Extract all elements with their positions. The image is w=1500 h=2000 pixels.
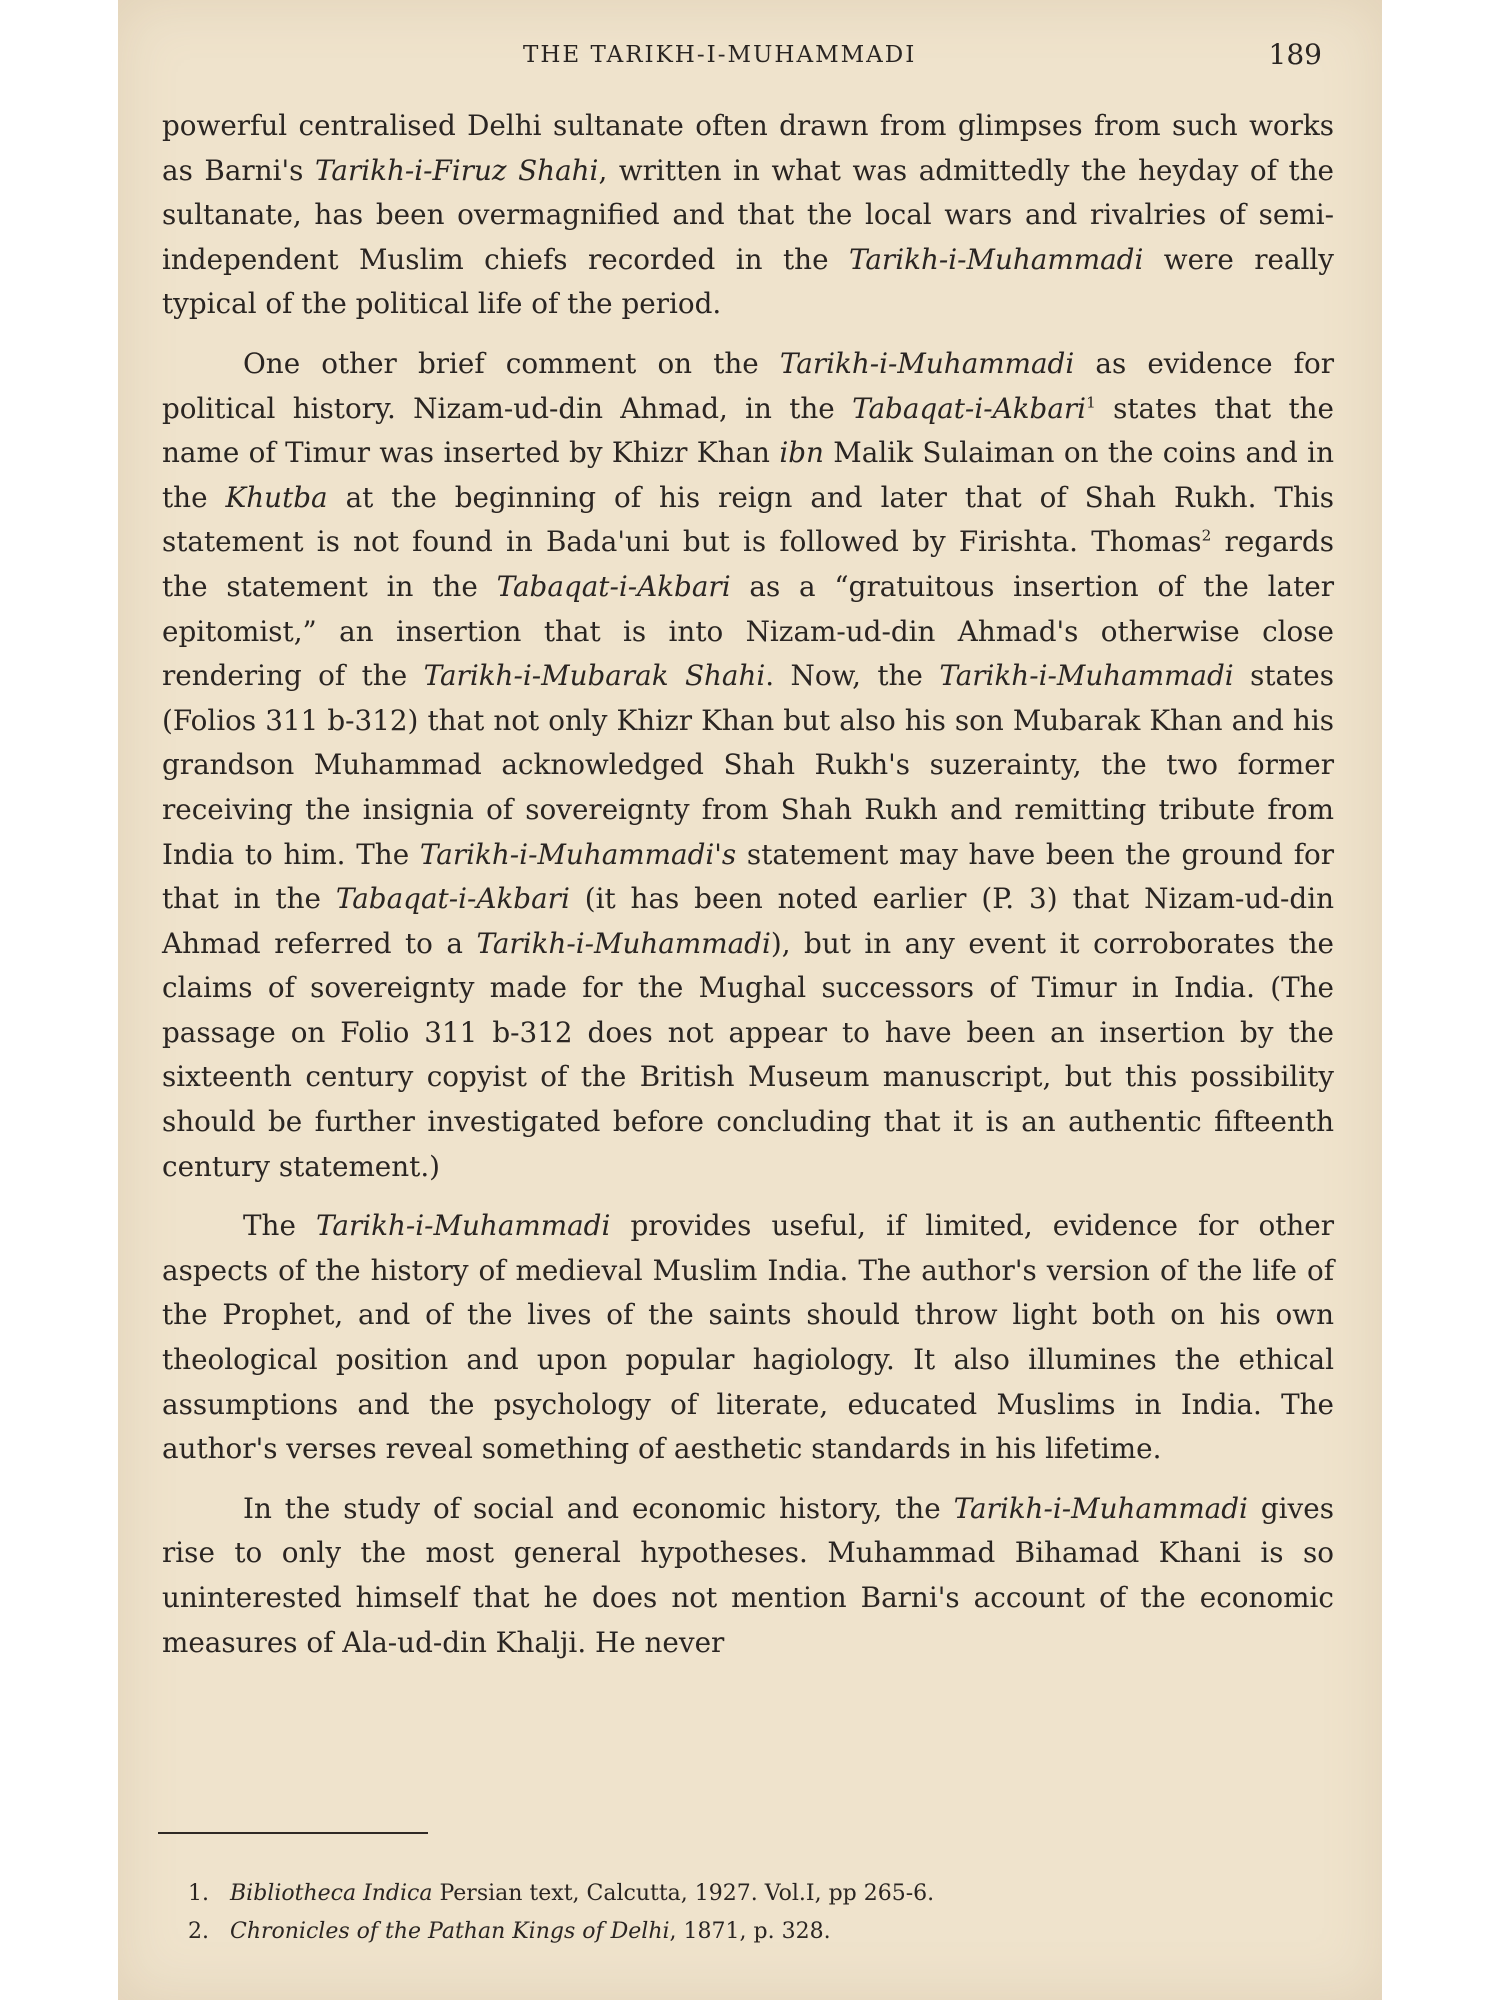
text-run: as evidence for political history. Nizam-ud-din Ahmad, in the <box>162 346 1334 425</box>
text-run: gives rise to only the most general hypotheses. Muhammad Bihamad Khani is so uninterested himself that he does not mention Barni's account of the economic measures of Ala-ud-din Khalji. He never <box>162 1491 1334 1659</box>
italic-title: Tarikh-i-Mubarak Shahi <box>423 659 766 693</box>
italic-title: Tabaqat-i-Akbari <box>496 569 731 603</box>
text-run: states that the name of Timur was inserted by Khizr Khan <box>162 391 1334 470</box>
footnote-number: 1. <box>188 1881 209 1906</box>
running-title: THE TARIKH-I-MUHAMMADI <box>523 42 917 68</box>
italic-title: Tarikh-i-Muhammadi <box>939 659 1234 693</box>
footnote-text <box>230 1881 934 1906</box>
italic-title: Tabaqat-i-Akbari <box>335 882 570 916</box>
italic-title: Khutba <box>225 480 328 514</box>
text-run: . Now, the <box>765 659 940 693</box>
text-run: Malik Sulaiman on the coins and in the <box>162 436 1334 514</box>
paragraph-1 <box>162 104 1334 327</box>
text-run: (it has been noted earlier (P. 3) that Nizam-ud-din Ahmad referred to a <box>162 882 1335 960</box>
italic-title: Tarikh-i-Firuz Shahi <box>314 153 599 187</box>
text-run: regards the statement in the <box>162 525 1334 603</box>
italic-title: Chronicles of the Pathan Kings of Delhi <box>230 1919 670 1944</box>
text-run: provides useful, if limited, evidence for other aspects of the history of medieval Muslim India. The author's version of the life of the Prophet, and of the lives of the saints should throw light both on his own theological position and upon popular hagiology. It also illumines the ethical assumptions and the psychology of literate, educated Muslims in India. The author's verses reveal something of aesthetic standards in his lifetime. <box>162 1209 1335 1466</box>
italic-title: Bibliotheca Indica <box>230 1881 433 1906</box>
text-run: states (Folios 311 b-312) that not only Khizr Khan but also his son Mubarak Khan and his grandson Muhammad acknowledged Shah Rukh's suzerainty, the two former receiving the insignia of sovereignty from Shah Rukh and remitting tribute from India to him. The <box>162 659 1335 871</box>
text-run: were really typical of the political life of the period. <box>162 242 1335 321</box>
text-run: statement may have been the ground for that in the <box>162 837 1334 916</box>
text-run: , written in what was admittedly the heyday of the sultanate, has been overmagnified and that the local wars and rivalries of semi-independent Muslim chiefs recorded in the <box>162 153 1334 276</box>
text-run: Persian text, Calcutta, 1927. Vol.I, pp 265-6. <box>432 1881 935 1906</box>
footnote-text <box>230 1919 831 1944</box>
text-run: The <box>243 1209 316 1243</box>
text-run: powerful centralised Delhi sultanate often drawn from glimpses from such works as Barni's <box>162 109 1334 187</box>
paragraph-2 <box>162 342 1334 1189</box>
text-run: at the beginning of his reign and later that of Shah Rukh. This statement is not found in Bada'uni but is followed by Firishta. Thomas <box>162 480 1335 559</box>
italic-title: Tarikh-i-Muhammadi <box>316 1209 611 1243</box>
page-number: 189 <box>1268 38 1322 71</box>
italic-title: Tarikh-i-Muhammadi <box>848 242 1144 276</box>
text-run: , 1871, p. 328. <box>669 1919 831 1944</box>
italic-title: Tabaqat-i-Akbari <box>852 391 1087 425</box>
footnote-1 <box>188 1875 1288 1913</box>
text-run: One other brief comment on the <box>243 346 780 380</box>
italic-title: ibn <box>779 436 824 470</box>
book-page <box>118 0 1382 2000</box>
text-run: In the study of social and economic history, the <box>243 1491 954 1525</box>
running-head <box>118 38 1382 78</box>
text-run: ), but in any event it corroborates the claims of sovereignty made for the Mughal successors of Timur in India. (The passage on Folio 311 b-312 does not appear to have been an insertion by the sixteenth century copyist of the British Museum manuscript, but this possibility should be further investigated before concluding that it is an authentic fifteenth century statement.) <box>162 926 1334 1183</box>
italic-title: Tarikh-i-Muhammadi's <box>419 837 737 871</box>
footnote-reference: 2 <box>1201 527 1212 546</box>
italic-title: Tarikh-i-Muhammadi <box>476 926 771 960</box>
footnotes <box>188 1875 1288 1951</box>
paragraph-3 <box>162 1204 1334 1472</box>
italic-title: Tarikh-i-Muhammadi <box>953 1491 1248 1525</box>
paragraph-4 <box>162 1487 1334 1665</box>
footnote-divider <box>158 1832 428 1834</box>
footnote-number: 2. <box>188 1919 209 1944</box>
footnote-2 <box>188 1913 1288 1951</box>
italic-title: Tarikh-i-Muhammadi <box>779 346 1075 380</box>
body-text <box>162 104 1334 1665</box>
footnote-reference: 1 <box>1086 393 1096 412</box>
text-run: as a “gratuitous insertion of the later epitomist,” an insertion that is into Nizam-ud-din Ahmad's otherwise close rendering of the <box>162 569 1334 693</box>
